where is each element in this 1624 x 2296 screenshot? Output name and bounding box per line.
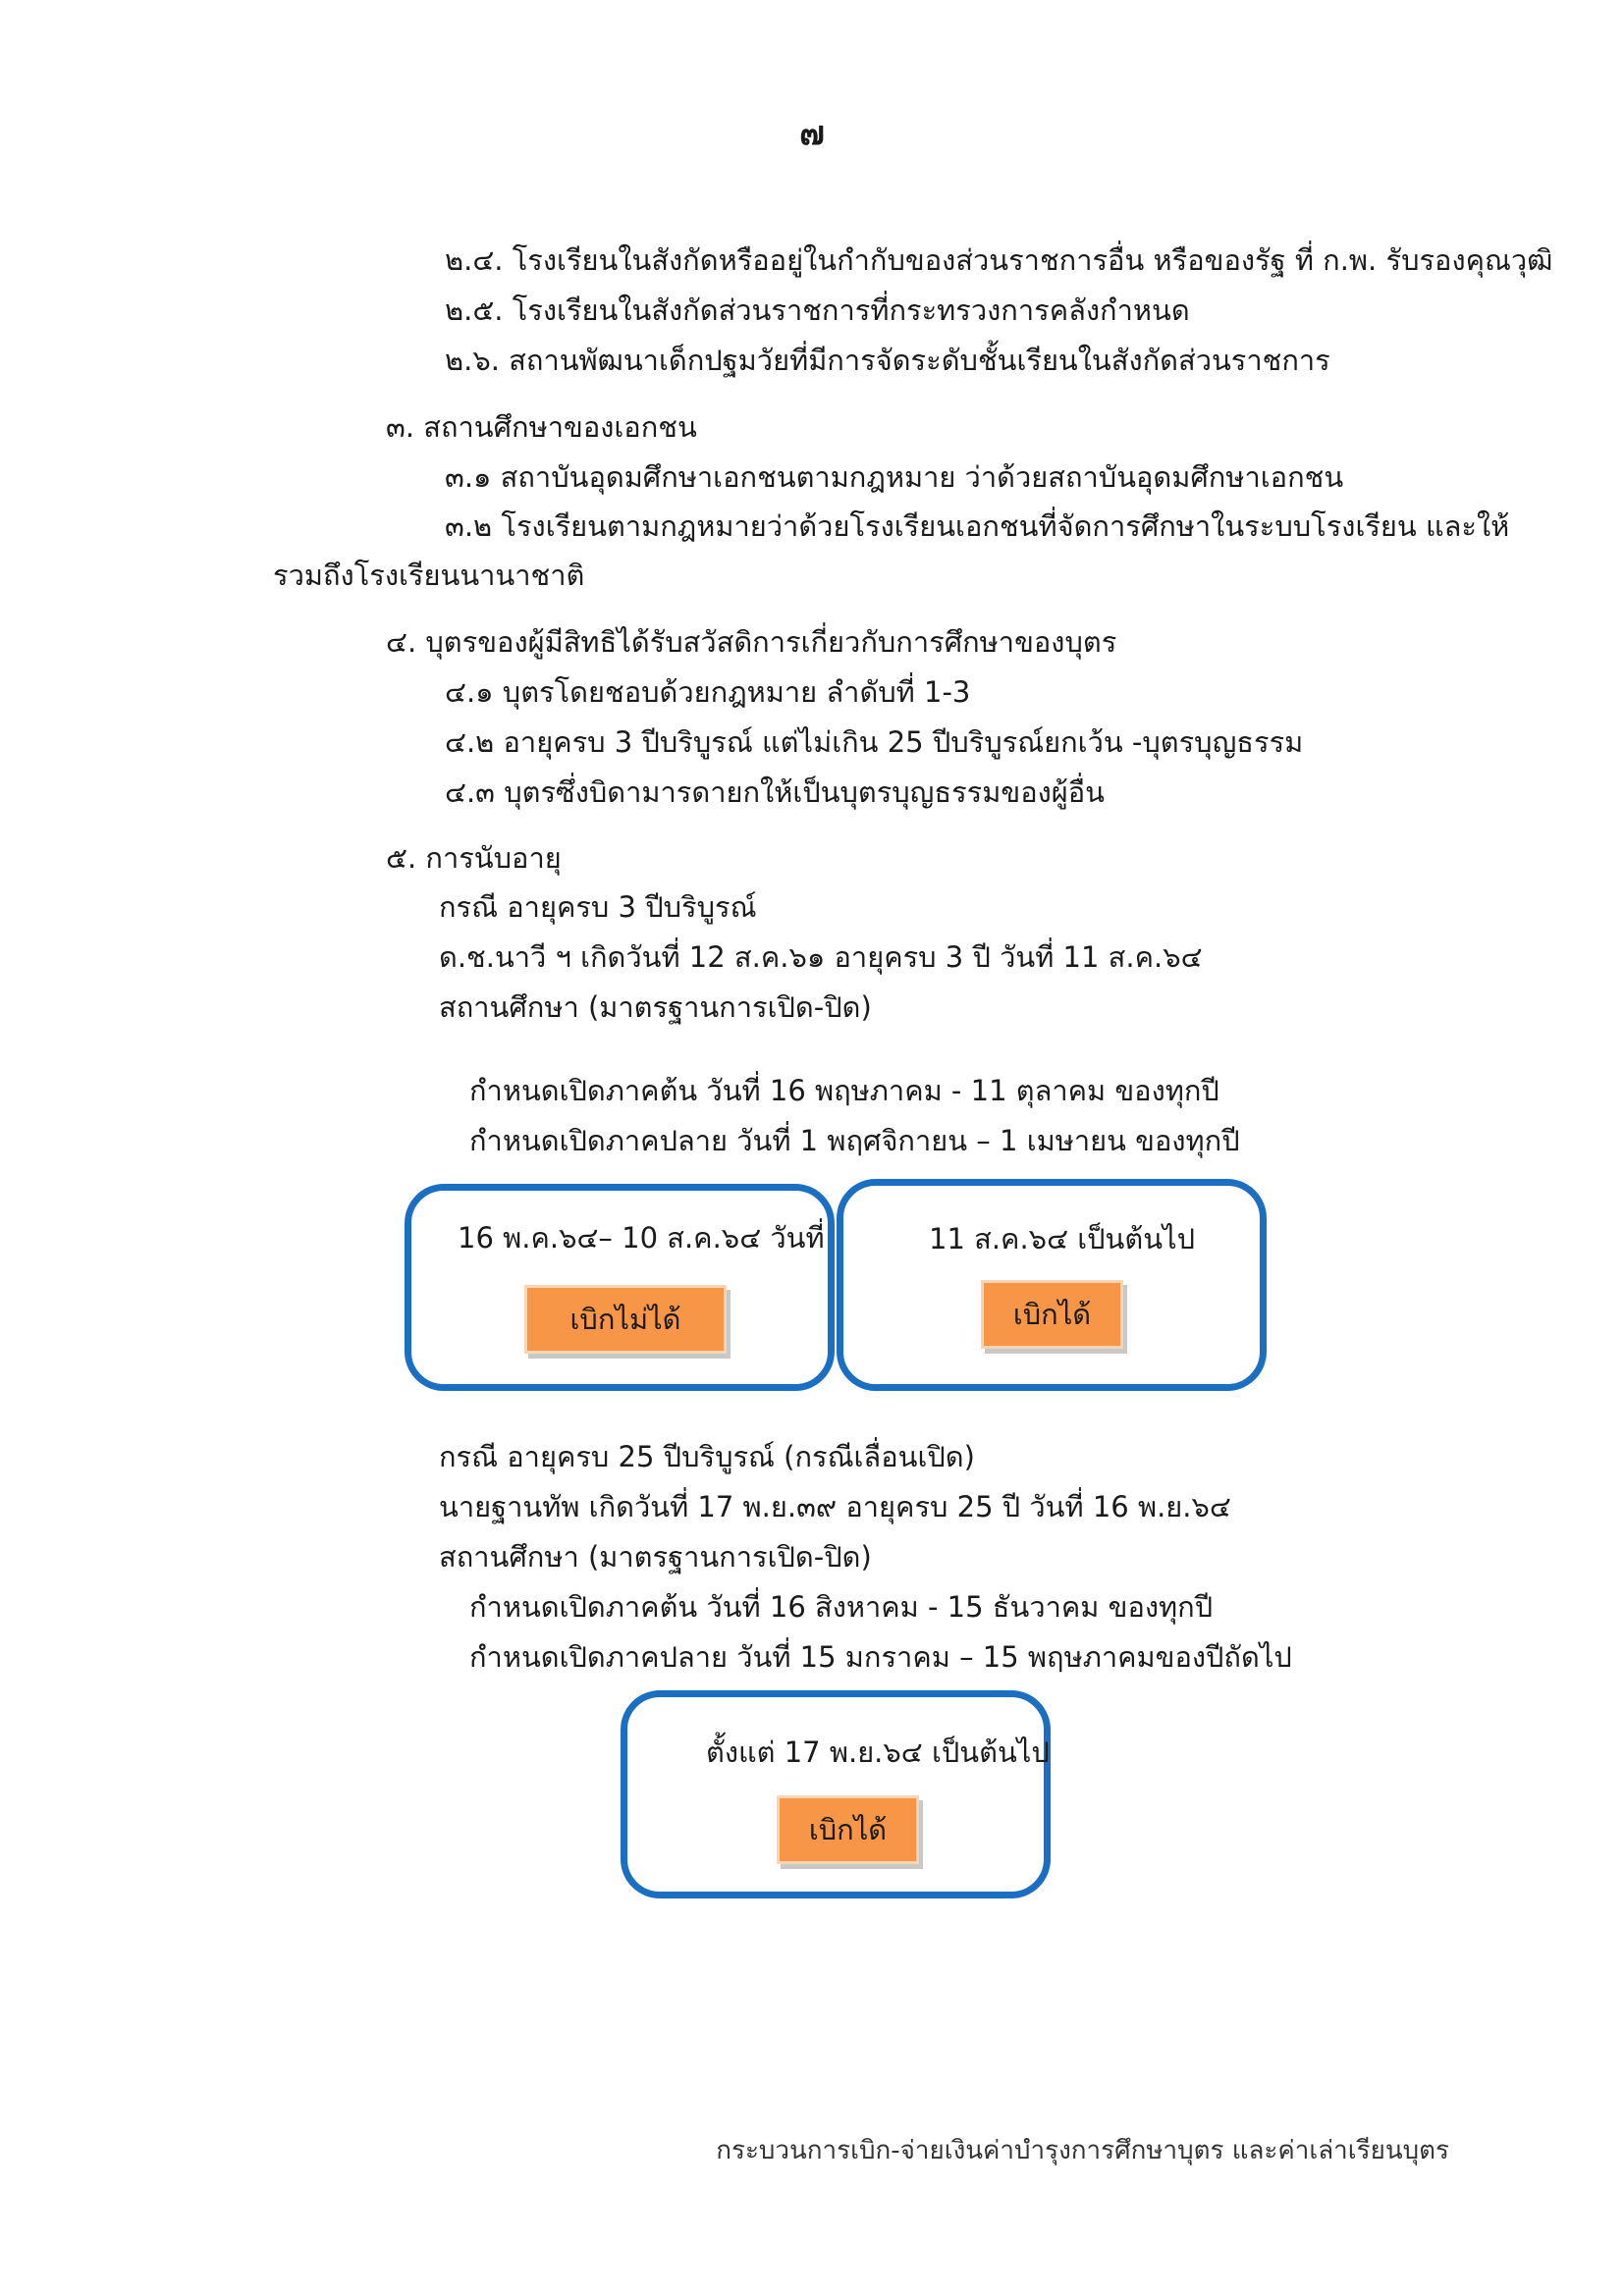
item-3-heading: ๓. สถานศึกษาของเอกชน (386, 410, 697, 444)
item-3-1: ๓.๑ สถาบันอุดมศึกษาเอกชนตามกฎหมาย ว่าด้วยสถาบันอุดมศึกษาเอกชน (445, 460, 1344, 494)
case1-right-box-text: 11 ส.ค.๖๔ เป็นต้นไป (929, 1222, 1196, 1255)
item-4-1: ๔.๑ บุตรโดยชอบด้วยกฎหมาย ลำดับที่ 1-3 (445, 675, 971, 709)
item-3-2: ๓.๒ โรงเรียนตามกฎหมายว่าด้วยโรงเรียนเอกชนที่จัดการศึกษาในระบบโรงเรียน และให้ (445, 509, 1510, 543)
case2-box (621, 1690, 1051, 1898)
case1-example: ด.ช.นาวี ฯ เกิดวันที่ 12 ส.ค.๖๑ อายุครบ 3 ปี วันที่ 11 ส.ค.๖๔ (439, 940, 1203, 974)
case2-term2: กำหนดเปิดภาคปลาย วันที่ 15 มกราคม – 15 พฤษภาคมของปีถัดไป (469, 1640, 1292, 1674)
case1-term1: กำหนดเปิดภาคต้น วันที่ 16 พฤษภาคม - 11 ตุลาคม ของทุกปี (469, 1074, 1219, 1107)
item-4-heading: ๔. บุตรของผู้มีสิทธิได้รับสวัสดิการเกี่ยวกับการศึกษาของบุตร (386, 625, 1117, 659)
case1-right-box (837, 1179, 1267, 1391)
case1-left-box (405, 1184, 835, 1391)
item-5-heading: ๕. การนับอายุ (386, 841, 562, 875)
case2-box-text: ตั้งแต่ 17 พ.ย.๖๔ เป็นต้นไป (706, 1735, 1050, 1769)
not-claimable-button[interactable]: เบิกไม่ได้ (524, 1285, 727, 1354)
item-4-3: ๔.๓ บุตรซึ่งบิดามารดายกให้เป็นบุตรบุญธรรมของผู้อื่น (445, 775, 1105, 809)
page-number: ๗ (799, 114, 825, 153)
claimable-button[interactable]: เบิกได้ (981, 1280, 1123, 1349)
case2-claimable-button[interactable]: เบิกได้ (777, 1795, 919, 1864)
case2-standard: สถานศึกษา (มาตรฐานการเปิด-ปิด) (439, 1540, 872, 1574)
item-4-2: ๔.๒ อายุครบ 3 ปีบริบูรณ์ แต่ไม่เกิน 25 ปีบริบูรณ์ยกเว้น -บุตรบุญธรรม (445, 725, 1304, 759)
case1-term2: กำหนดเปิดภาคปลาย วันที่ 1 พฤศจิกายน – 1 เมษายน ของทุกปี (469, 1124, 1240, 1157)
case2-title: กรณี อายุครบ 25 ปีบริบูรณ์ (กรณีเลื่อนเปิด) (439, 1440, 975, 1473)
page-footer: กระบวนการเบิก-จ่ายเงินค่าบำรุงการศึกษาบุตร และค่าเล่าเรียนบุตร (716, 2136, 1449, 2165)
case1-left-box-text: 16 พ.ค.๖๔– 10 ส.ค.๖๔ วันที่ (458, 1221, 825, 1255)
case1-standard: สถานศึกษา (มาตรฐานการเปิด-ปิด) (439, 990, 872, 1024)
item-2-5: ๒.๕. โรงเรียนในสังกัดส่วนราชการที่กระทรวงการคลังกำหนด (445, 294, 1190, 327)
item-3-2-continued: รวมถึงโรงเรียนนานาชาติ (273, 559, 585, 592)
item-2-4: ๒.๔. โรงเรียนในสังกัดหรืออยู่ในกำกับของส่วนราชการอื่น หรือของรัฐ ที่ ก.พ. รับรองคุณวุฒิ (445, 243, 1553, 277)
item-2-6: ๒.๖. สถานพัฒนาเด็กปฐมวัยที่มีการจัดระดับชั้นเรียนในสังกัดส่วนราชการ (445, 344, 1330, 377)
case2-example: นายฐานทัพ เกิดวันที่ 17 พ.ย.๓๙ อายุครบ 25 ปี วันที่ 16 พ.ย.๖๔ (439, 1490, 1231, 1523)
case2-term1: กำหนดเปิดภาคต้น วันที่ 16 สิงหาคม - 15 ธันวาคม ของทุกปี (469, 1590, 1214, 1624)
case1-title: กรณี อายุครบ 3 ปีบริบูรณ์ (439, 890, 757, 924)
